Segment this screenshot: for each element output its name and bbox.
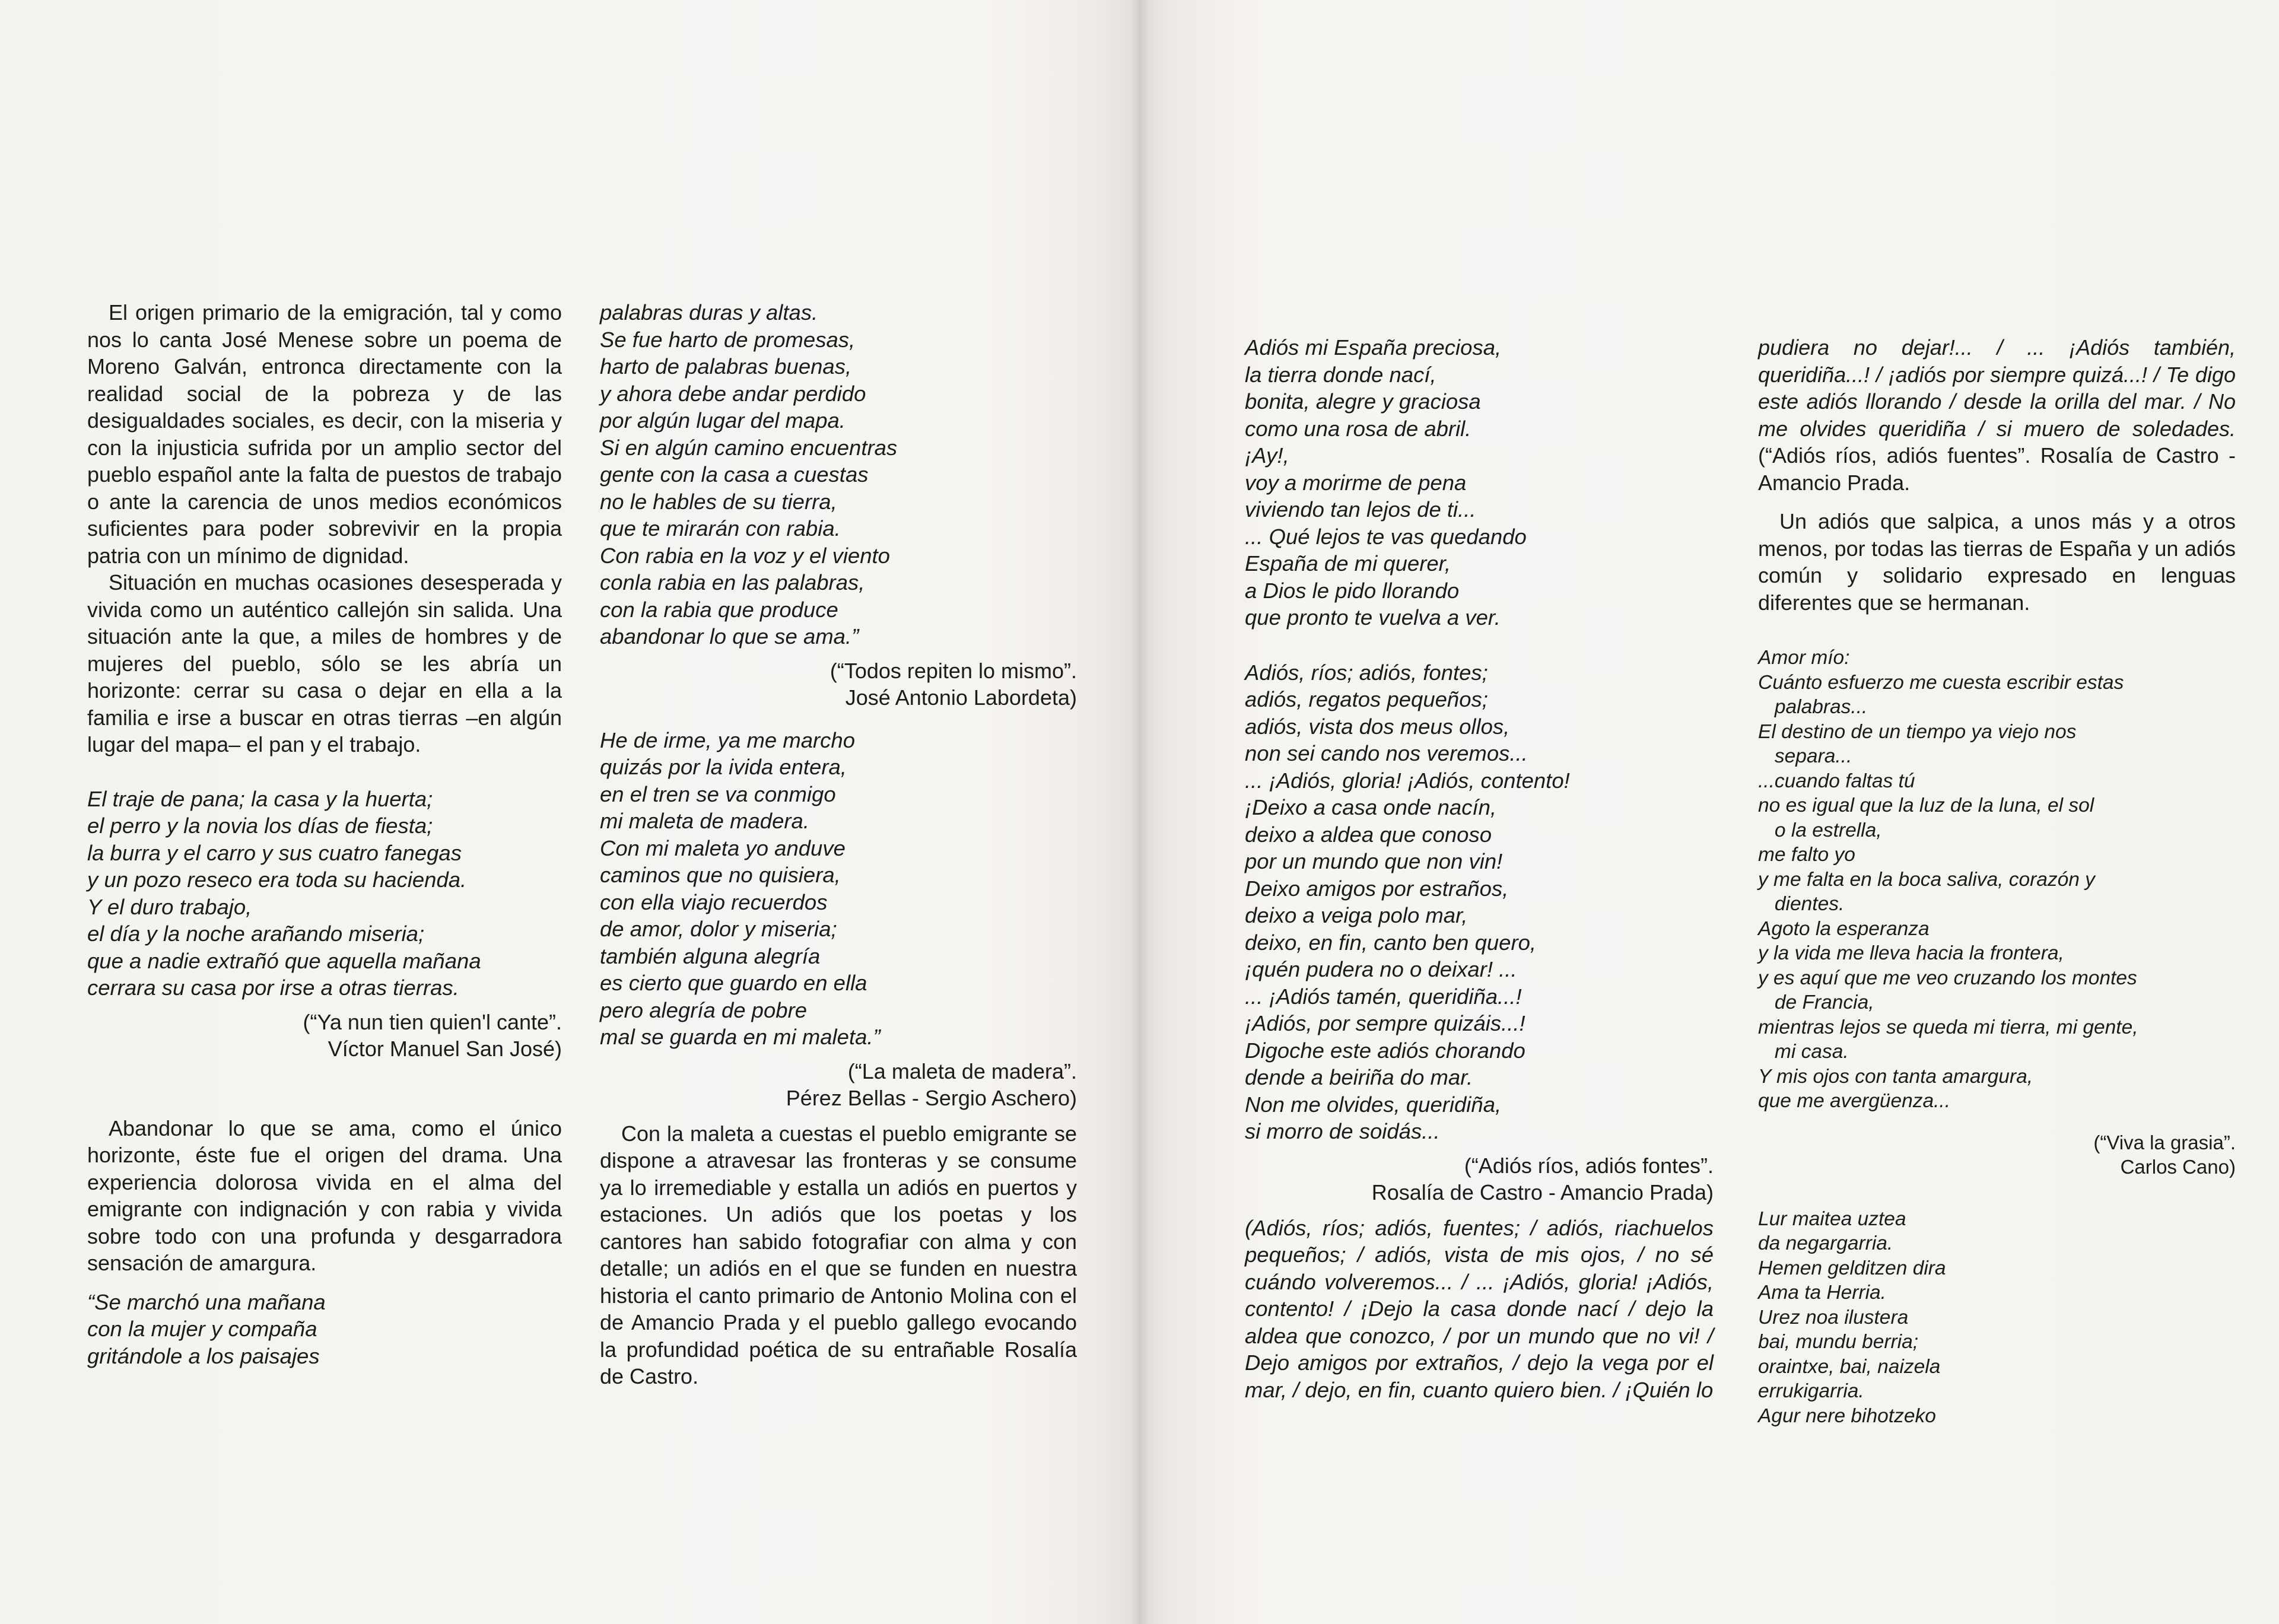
attribution-labordeta: (“Todos repiten lo mismo”. José Antonio Labordeta) bbox=[829, 658, 1077, 710]
verse-adios-mi-espana: Adiós mi España preciosa, la tierra donde nací, bonita, alegre y graciosa como una rosa de abril. ¡Ay!, voy a morirme de pena viviendo tan lejos de ti... ... Qué lejos te vas quedando España de mi querer, a Dios le pido llorando que pronto te vuelva a ver. bbox=[1245, 335, 1527, 630]
column-3 bbox=[1245, 334, 1714, 1403]
attribution-rosalia-de-castro: (“Adiós ríos, adiós fontes”. Rosalía de Castro - Amancio Prada) bbox=[1371, 1153, 1714, 1205]
verse-amor-mio: Amor mío: Cuánto esfuerzo me cuesta escribir estas palabras... El destino de un tiempo ya viejo nos separa... ...cuando faltas tú no es igual que la luz de la luna, el sol o la estrella, me falto yo y me falta en la boca saliva, corazón y dientes. Agoto la esperanza y la vida me lleva hacia la frontera, y es aquí que me veo cruzando los montes de Francia, mientras lejos se queda mi tierra, mi gente, mi casa. Y mis ojos con tanta amargura, que me avergüenza... bbox=[1758, 647, 2138, 1112]
translation-continued bbox=[1758, 334, 2236, 496]
verse-palabras-duras: palabras duras y altas. Se fue harto de promesas, harto de palabras buenas, y ahora debe andar perdido por algún lugar del mapa. Si en algún camino encuentras gente con la casa a cuestas no le hables de su tierra, que te mirarán con rabia. Con rabia en la voz y el viento conla rabia en las palabras, con la rabia que produce abandonar lo que se ama.” bbox=[600, 300, 898, 649]
paragraph-un-adios: Un adiós que salpica, a unos más y a otros menos, por todas las tierras de España y un adiós común y solidario expresado en lenguas diferentes que se hermanan. bbox=[1758, 509, 2236, 615]
verse-lur-maitea: Lur maitea uztea da negargarria. Hemen gelditzen dira Ama ta Herria. Urez noa ilustera bai, mundu berria; oraintxe, bai, naizela errukigarria. Agur nere bihotzeko bbox=[1758, 1207, 1946, 1427]
attribution-victor-manuel: (“Ya nun tien quien'l cante”. Víctor Manuel San José) bbox=[303, 1009, 562, 1061]
attribution-perez-bellas: (“La maleta de madera”. Pérez Bellas - Sergio Aschero) bbox=[786, 1059, 1077, 1110]
verse-adios-rios-galician: Adiós, ríos; adiós, fontes; adiós, regatos pequeños; adiós, vista dos meus ollos, non sei cando nos veremos... ... ¡Adiós, gloria! ¡Adiós, contento! ¡Deixo a casa onde nacín, deixo a aldea que conoso por un mundo que non vin! Deixo amigos por estraños, deixo a veiga polo mar, deixo, en fin, canto ben quero, ¡quén pudera no o deixar! ... ... ¡Adiós tamén, queridiña...! ¡Adiós, por sempre quizáis...! Digoche este adiós chorando dende a beiriña do mar. Non me olvides, queridiña, si morro de soidás... bbox=[1245, 660, 1570, 1143]
column-4 bbox=[1758, 334, 2236, 1428]
attribution-inline-adios-rios: (“Adiós ríos, adiós fuentes”. Rosalía de Castro - Amancio Prada. bbox=[1758, 443, 2236, 495]
paragraph-con-la-maleta: Con la maleta a cuestas el pueblo emigrante se dispone a atravesar las fronteras y se consume ya lo irremediable y estalla un adiós en puertos y estaciones. Un adiós que los poetas y los cantores han sabido fotografiar con alma y con detalle; un adiós en el que se funden en nuestra historia el canto primario de Antonio Molina con el de Amancio Prada y el pueblo gallego evocando la profundidad poética de su entrañable Rosalía de Castro. bbox=[600, 1121, 1077, 1388]
column-1 bbox=[87, 299, 562, 1369]
translation-continued-text: pudiera no dejar!... / ... ¡Adiós también, queridiña...! / ¡adiós por siempre quizá...! / Te digo este adiós llorando / desde la orilla del mar. / No me olvides queridiña / si muero de soledades. bbox=[1758, 335, 2236, 441]
verse-se-marcho: “Se marchó una mañana con la mujer y compaña gritándole a los paisajes bbox=[87, 1289, 326, 1368]
book-gutter bbox=[1130, 0, 1149, 1624]
attribution-carlos-cano: (“Viva la grasia”. Carlos Cano) bbox=[2093, 1131, 2236, 1178]
verse-maleta-de-madera: He de irme, ya me marcho quizás por la ivida entera, en el tren se va conmigo mi maleta de madera. Con mi maleta yo anduve caminos que no quisiera, con ella viajo recuerdos de amor, dolor y miseria; también alguna alegría es cierto que guardo en ella pero alegría de pobre mal se guarda en mi maleta.” bbox=[600, 727, 881, 1049]
paragraph-abandonar: Abandonar lo que se ama, como el único horizonte, éste fue el origen del drama. Una experiencia dolorosa vivida en el alma del emigrante con indignación y con rabia y vivida sobre todo con una profunda y desgarradora sensación de amargura. bbox=[87, 1115, 562, 1275]
translation-adios-rios: (Adiós, ríos; adiós, fuentes; / adiós, riachuelos pequeños; / adiós, vista de mis ojos, / no sé cuándo volveremos... / ... ¡Adiós, gloria! ¡Adiós, contento! / ¡Dejo la casa donde nací / dejo la aldea que conozco, / por un mundo que no vi! / Dejo amigos por extraños, / dejo la vega por el mar, / dejo, en fin, cuanto quiero bien. / ¡Quién lo bbox=[1245, 1215, 1714, 1402]
verse-traje-de-pana: El traje de pana; la casa y la huerta; el perro y la novia los días de fiesta; la burra y el carro y sus cuatro fanegas y un pozo reseco era toda su hacienda. Y el duro trabajo, el día y la noche arañando miseria; que a nadie extrañó que aquella mañana cerrara su casa por irse a otras tierras. bbox=[87, 786, 481, 1000]
paragraph-situation: Situación en muchas ocasiones desesperada y vivida como un auténtico callejón sin salida. Una situación ante la que, a miles de hombres y de mujeres del pueblo, sólo se les abría un horizonte: cerrar su casa o dejar en ella a la familia e irse a buscar en otras tierras –en algún lugar del mapa– el pan y el trabajo. bbox=[87, 570, 562, 757]
column-2 bbox=[600, 299, 1077, 1390]
paragraph-origin: El origen primario de la emigración, tal y como nos lo canta José Menese sobre un poema de Moreno Galván, entronca directamente con la realidad social de la pobreza y de las desigualdades sociales, es decir, con la miseria y con la injusticia sufrida por un amplio sector del pueblo español ante la falta de puestos de trabajo o ante la carencia de unos medios económicos suficientes para poder sobrevivir en la propia patria con un mínimo de dignidad. bbox=[87, 300, 562, 568]
